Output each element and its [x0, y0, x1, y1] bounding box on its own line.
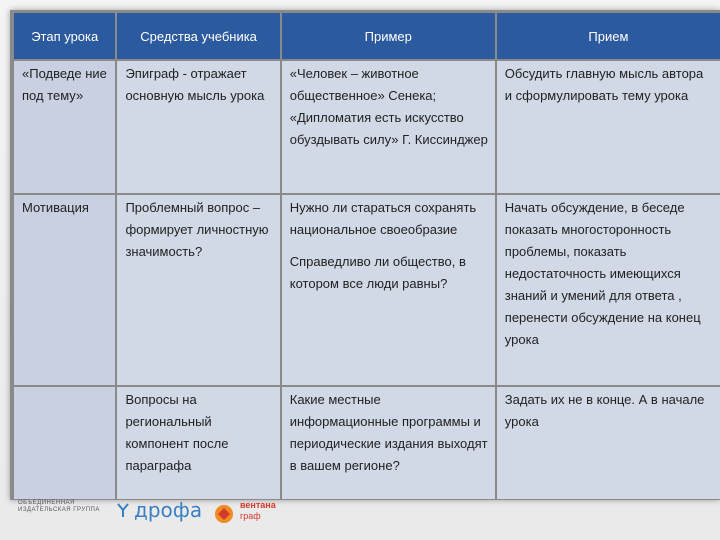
table-row [14, 387, 720, 499]
drofa-bird-icon [116, 502, 130, 518]
cell-stage: Мотивация [14, 195, 115, 385]
cell-stage: «Подведе ние под тему» [14, 61, 115, 193]
cell-means: Проблемный вопрос –формирует личностную значимость? [117, 195, 279, 385]
drofa-logo-text: дрофа [134, 498, 203, 522]
example-text-1: Нужно ли стараться сохранять национальное своеобразие [289, 200, 477, 237]
lesson-table [12, 11, 720, 501]
example-text-1: «Человек – животное общественное» Сенека; [289, 66, 437, 103]
cell-example [282, 61, 495, 193]
publisher-group-text: ОБЪЕДИНЕННАЯ ИЗДАТЕЛЬСКАЯ ГРУППА [18, 500, 100, 513]
table-row [14, 195, 720, 385]
table-row [14, 61, 720, 193]
example-text-2: «Дипломатия есть искусство обуздывать силу» Г. Киссинджер [289, 110, 488, 147]
cell-technique: Задать их не в конце. А в начале урока [497, 387, 720, 499]
cell-technique: Обсудить главную мысль автора и сформулировать тему урока [497, 61, 720, 193]
header-technique: Прием [497, 13, 720, 59]
header-stage: Этап урока [14, 13, 115, 59]
example-text-2: Справедливо ли общество, в котором все люди равны? [289, 254, 466, 291]
cell-technique: Начать обсуждение, в беседе показать многосторонность проблемы, показать недостаточность имеющихся знаний и умений для ответа , перенести обсуждение на конец урока [497, 195, 720, 385]
header-means: Средства учебника [117, 13, 279, 59]
cell-means: Вопросы на региональный компонент после параграфа [117, 387, 279, 499]
cell-stage [14, 387, 115, 499]
ventana-logo-text: вентана [240, 500, 276, 510]
cell-example: Какие местные информационные программы и периодические издания выходят в вашем регионе? [282, 387, 495, 499]
table-header-row [14, 13, 720, 59]
publisher-logos [12, 498, 312, 530]
cell-means: Эпиграф - отражает основную мысль урока [117, 61, 279, 193]
cell-example [282, 195, 495, 385]
ventana-logo-subtext: граф [240, 511, 261, 521]
header-example: Пример [282, 13, 495, 59]
